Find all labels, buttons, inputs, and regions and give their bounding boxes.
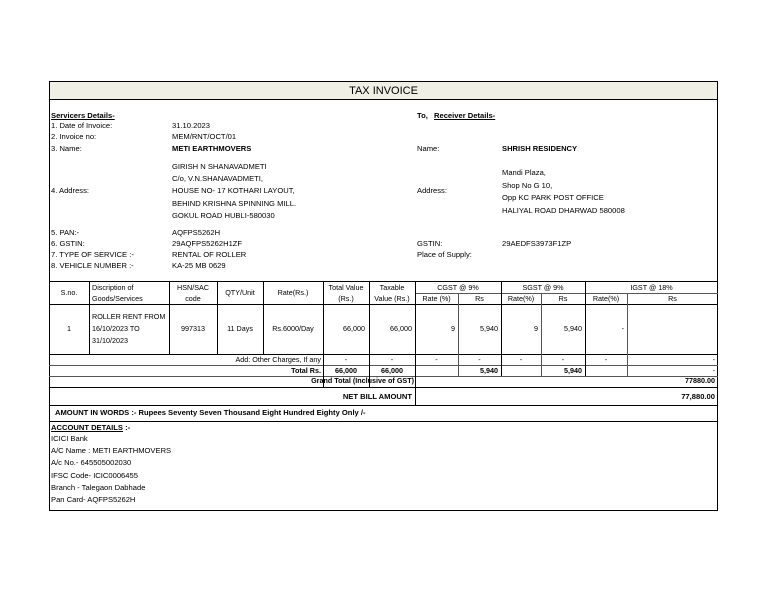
receiver-address-line: Opp KC PARK POST OFFICE: [502, 193, 604, 202]
label-date: 1. Date of Invoice:: [51, 121, 113, 130]
header-desc: Discription of: [92, 283, 134, 292]
receiver-label-gstin: GSTIN:: [417, 239, 443, 248]
net-bill-value: 77,880.00: [681, 392, 715, 401]
account-line: A/C Name : METI EARTHMOVERS: [51, 446, 172, 455]
header-sgst-rs: Rs: [558, 294, 568, 303]
row-desc-line: 16/10/2023 TO: [92, 324, 140, 333]
account-heading: [51, 423, 130, 433]
total-igst-dash: -: [712, 366, 715, 375]
account-line: A/c No.- 645505002030: [51, 458, 132, 467]
header-hsn: code: [185, 294, 201, 303]
account-line: Branch - Talegaon Dabhade: [51, 483, 146, 492]
vehicle-number: KA-25 MB 0629: [172, 261, 226, 270]
invoice-title: TAX INVOICE: [49, 81, 718, 100]
receiver-label-address: Address:: [417, 186, 447, 195]
invoice-number: MEM/RNT/OCT/01: [172, 132, 237, 141]
other-dash: -: [478, 355, 481, 364]
header-sno: S.no.: [60, 288, 78, 297]
other-dash: -: [435, 355, 438, 364]
table-top-line: [49, 281, 718, 282]
header-cgst: CGST @ 9%: [437, 283, 479, 292]
header-cgst-rs: Rs: [475, 294, 484, 303]
row-sno: 1: [67, 324, 71, 333]
header-hsn: HSN/SAC: [177, 283, 209, 292]
receiver-to: To,: [417, 111, 428, 120]
servicer-address-line: HOUSE NO- 17 KOTHARI LAYOUT,: [172, 186, 295, 195]
row-rate: Rs.6000/Day: [272, 324, 314, 333]
header-taxable: Taxable: [379, 283, 405, 292]
other-charges-label: Add: Other Charges, If any: [235, 355, 321, 364]
receiver-label-supply: Place of Supply:: [417, 250, 472, 259]
account-line: ICICI Bank: [51, 434, 88, 443]
account-line: Pan Card- AQFPS5262H: [51, 495, 136, 504]
total-sgst: 5,940: [564, 366, 582, 375]
label-service-type: 7. TYPE OF SERVICE :-: [51, 250, 134, 259]
label-vehicle: 8. VEHICLE NUMBER :-: [51, 261, 134, 270]
label-name: 3. Name:: [51, 144, 82, 153]
header-sgst-rate: Rate(%): [507, 294, 535, 303]
servicer-address-line: GIRISH N SHANAVADMETI: [172, 162, 267, 171]
other-dash: -: [604, 355, 608, 364]
grand-total-value: 77880.00: [685, 376, 715, 385]
receiver-address-line: Mandi Plaza,: [502, 168, 546, 177]
header-qty: QTY/Unit: [225, 288, 255, 297]
header-total-value: Total Value: [328, 283, 364, 292]
net-bill-label: NET BILL AMOUNT: [342, 392, 412, 401]
label-address: 4. Address:: [51, 186, 89, 195]
header-igst: IGST @ 18%: [630, 283, 673, 292]
other-dash: -: [344, 355, 348, 364]
receiver-heading: Receiver Details-: [434, 111, 496, 120]
header-igst-rs: Rs: [668, 294, 677, 303]
grand-total-line: [49, 387, 718, 388]
row-cgst-rs: 5,940: [480, 324, 498, 333]
account-line: IFSC Code- ICIC0006455: [51, 471, 138, 480]
account-heading-text: ACCOUNT DETAILS: [51, 423, 123, 432]
grand-total-label: Grand Total (Inclusive of GST): [311, 376, 414, 385]
row-sgst-rate: 9: [534, 324, 538, 333]
row-taxable: 66,000: [390, 324, 412, 333]
other-dash: -: [390, 355, 394, 364]
total-cgst: 5,940: [480, 366, 498, 375]
row-desc-line: 31/10/2023: [92, 336, 128, 345]
label-gstin: 6. GSTIN:: [51, 239, 85, 248]
col-line: [89, 281, 90, 355]
servicer-pan: AQFPS5262H: [172, 228, 221, 237]
servicer-name: METI EARTHMOVERS: [172, 144, 252, 153]
servicer-heading: Servicers Details-: [51, 111, 115, 120]
amount-in-words: AMOUNT IN WORDS :- Rupees Seventy Seven Thousand Eight Hundred Eighty Only /-: [55, 408, 366, 417]
header-total-value: (Rs.): [338, 294, 354, 303]
row-sgst-rs: 5,940: [564, 324, 582, 333]
total-label: Total Rs.: [291, 366, 321, 375]
invoice-date: 31.10.2023: [172, 121, 211, 130]
servicer-gstin: 29AQFPS5262H1ZF: [172, 239, 243, 248]
header-taxable: Value (Rs.): [374, 294, 410, 303]
receiver-address-line: Shop No G 10,: [502, 181, 553, 190]
label-pan: 5. PAN:-: [51, 228, 80, 237]
receiver-name: SHRISH RESIDENCY: [502, 144, 578, 153]
row-cgst-rate: 9: [451, 324, 455, 333]
header-rate: Rate(Rs.): [277, 288, 309, 297]
header-desc: Goods/Services: [92, 294, 143, 303]
servicer-address-line: C/o, V.N.SHANAVADMETI,: [172, 174, 264, 183]
other-dash: -: [519, 355, 523, 364]
row-total: 66,000: [343, 324, 365, 333]
service-type: RENTAL OF ROLLER: [172, 250, 247, 259]
amount-words-line: [49, 421, 718, 422]
other-dash: -: [712, 355, 715, 364]
receiver-gstin: 29AEDFS3973F1ZP: [502, 239, 572, 248]
total-taxable: 66,000: [381, 366, 403, 375]
servicer-address-line: GOKUL ROAD HUBLI-580030: [172, 211, 275, 220]
receiver-label-name: Name:: [417, 144, 440, 153]
header-cgst-rate: Rate (%): [422, 294, 451, 303]
row-igst-rate: -: [621, 324, 624, 333]
header-sgst: SGST @ 9%: [522, 283, 564, 292]
total-value: 66,000: [335, 366, 357, 375]
other-dash: -: [561, 355, 565, 364]
table-header-bottom-line: [49, 304, 718, 305]
row-desc-line: ROLLER RENT FROM: [92, 312, 166, 321]
account-heading-suffix: :-: [123, 423, 131, 432]
net-amount-line: [49, 405, 718, 406]
row-qty: 11 Days: [227, 324, 253, 333]
label-invoice-no: 2. Invoice no:: [51, 132, 97, 141]
receiver-address-line: HALIYAL ROAD DHARWAD 580008: [502, 206, 625, 215]
servicer-address-line: BEHIND KRISHNA SPINNING MILL.: [172, 199, 297, 208]
row-hsn: 997313: [181, 324, 205, 333]
header-igst-rate: Rate(%): [592, 294, 620, 303]
